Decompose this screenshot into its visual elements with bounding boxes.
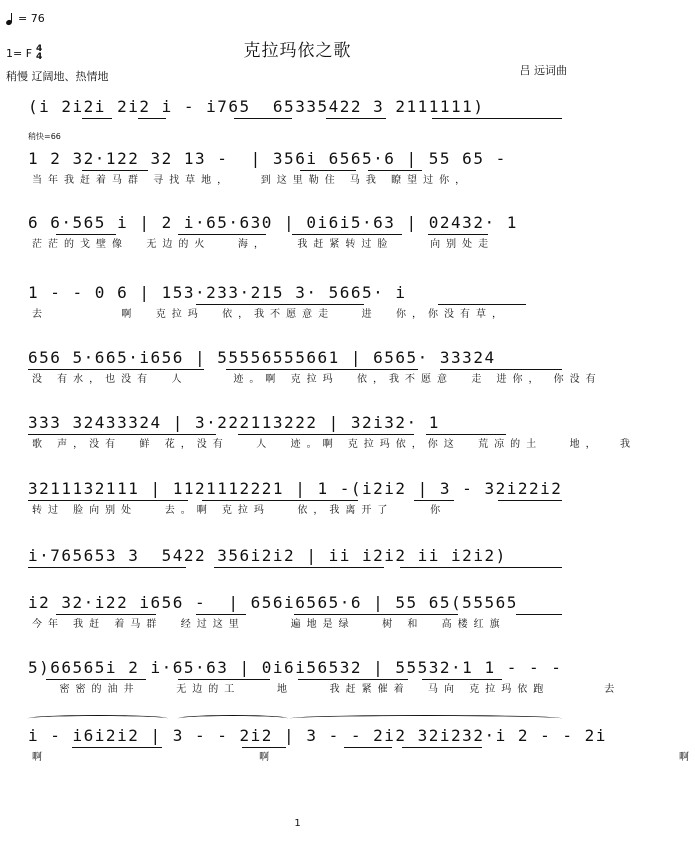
composer-credit: 吕 远词曲 xyxy=(519,64,567,77)
beam-line xyxy=(82,170,148,171)
slur-mark xyxy=(290,715,562,722)
lyric-line: 歌 声，没有 鲜 花，没有 人 迹。啊 克拉玛依，你这 荒凉的土 地， 我 xyxy=(32,439,637,450)
lyric-line: 去 啊 克拉玛 依，我不愿意走 进 你，你没有草， xyxy=(32,309,509,320)
beam-line xyxy=(432,118,562,119)
beam-line xyxy=(426,434,506,435)
page-number: 1 xyxy=(294,818,301,829)
beam-line xyxy=(214,567,384,568)
notation-line: 5)66565i 2 i·65·63 | 0i6i56532 | 55532·1 1 - - - xyxy=(28,658,563,677)
notation-line: i·765653 3 5422 356i2i2 | ii i2i2 ii i2i2) xyxy=(28,546,507,565)
beam-line xyxy=(298,679,408,680)
key-signature xyxy=(6,45,42,61)
lyric-line: 转过 脸向别处 去。啊 克拉玛 依，我离开了 你 xyxy=(32,505,447,516)
beam-line xyxy=(438,304,526,305)
beam-line xyxy=(368,170,422,171)
beam-line xyxy=(300,170,356,171)
lyric-line: 密密的油井 无边的工 地 我赶紧催着 马向 克拉玛依跑 去 xyxy=(32,684,621,695)
notation-line: i - i6i2i2 | 3 - - 2i2 | 3 - - 2i2 32i232·i 2 - - 2i xyxy=(28,726,607,745)
slur-mark xyxy=(178,715,288,722)
meter-top: 4 xyxy=(36,44,43,54)
beam-line xyxy=(242,747,286,748)
tempo-value: = 76 xyxy=(18,12,45,25)
beam-line xyxy=(428,234,488,235)
key-label: 1= F xyxy=(6,46,33,60)
expression-marking: 稍慢 辽阔地、热情地 xyxy=(6,70,109,83)
beam-line xyxy=(56,234,116,235)
lyric-line: 啊 啊 啊 xyxy=(32,752,695,763)
beam-line xyxy=(28,369,204,370)
beam-line xyxy=(414,500,454,501)
beam-line xyxy=(56,614,156,615)
beam-line xyxy=(234,118,292,119)
beam-line xyxy=(82,118,112,119)
beam-line xyxy=(28,434,216,435)
notation-line: 3211132111 | 1121112221 | 1 -(i2i2 | 3 - 32i22i2 xyxy=(28,479,563,498)
beam-line xyxy=(294,614,458,615)
lyric-line: 当年我赶着马群 寻找草地， 到这里勒住 马我 瞭望过你， xyxy=(32,175,472,186)
lyric-line: 茫茫的戈壁像 无边的火 海， 我赶紧转过脸 向别处走 xyxy=(32,239,495,250)
beam-line xyxy=(28,567,186,568)
beam-line xyxy=(326,118,386,119)
notation-line: (i 2i2i 2i2 i - i765 65335422 3 2111111) xyxy=(28,97,485,116)
notation-line: 1 2 32·122 32 13 - | 356i 6565·6 | 55 65 - xyxy=(28,149,507,168)
slur-mark xyxy=(28,715,168,722)
notation-line: 1 - - 0 6 | 153·233·215 3· 5665· i xyxy=(28,283,407,302)
meter-bottom: 4 xyxy=(36,52,43,62)
beam-line xyxy=(46,679,146,680)
song-title: 克拉玛依之歌 xyxy=(243,41,352,61)
beam-line xyxy=(178,234,266,235)
beam-line xyxy=(72,747,162,748)
beam-line xyxy=(178,679,270,680)
beam-line xyxy=(516,614,562,615)
beam-line xyxy=(402,747,482,748)
beam-line xyxy=(400,567,562,568)
beam-line xyxy=(196,304,364,305)
lyric-line: 今年 我赶 着马群 经过这里 遍地是绿 树 和 高楼红旗 xyxy=(32,619,506,630)
beam-line xyxy=(440,369,562,370)
quarter-note-icon xyxy=(6,13,14,25)
sub-tempo-marking: 稍快=66 xyxy=(28,132,61,141)
beam-line xyxy=(422,679,502,680)
beam-line xyxy=(28,500,188,501)
beam-line xyxy=(138,118,166,119)
lyric-line: 没 有水，也没有 人 迹。啊 克拉玛 依，我不愿意 走 进你， 你没有 xyxy=(32,374,602,385)
tempo-marking xyxy=(6,12,45,25)
beam-line xyxy=(292,234,402,235)
beam-line xyxy=(344,747,392,748)
notation-line: 656 5·665·i656 | 55556555661 | 6565· 33324 xyxy=(28,348,496,367)
notation-line: 333 32433324 | 3·222113222 | 32i32· 1 xyxy=(28,413,440,432)
beam-line xyxy=(196,614,246,615)
notation-line: 6 6·565 i | 2 i·65·630 | 0i6i5·63 | 02432· 1 xyxy=(28,213,518,232)
beam-line xyxy=(226,369,418,370)
time-signature xyxy=(36,45,42,61)
notation-line: i2 32·i22 i656 - | 656i6565·6 | 55 65(55565 xyxy=(28,593,518,612)
beam-line xyxy=(238,434,414,435)
beam-line xyxy=(498,500,562,501)
beam-line xyxy=(202,500,358,501)
